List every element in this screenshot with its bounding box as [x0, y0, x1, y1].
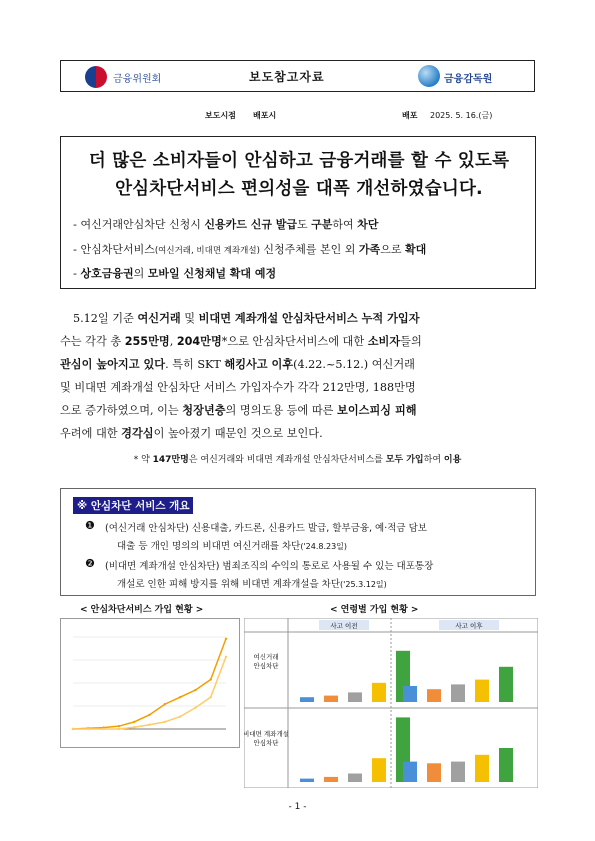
- para-line-6: 우려에 대한 경각심이 높아졌기 때문인 것으로 보인다.: [60, 427, 323, 440]
- fss-logo-icon: [418, 65, 440, 87]
- bar: [324, 696, 338, 702]
- item2-line2: 개설로 인한 피해 방지를 위해 비대면 계좌개설을 차단('25.3.12일): [117, 579, 387, 590]
- bar: [372, 758, 386, 782]
- row1-label: 여신거래 안심차단: [253, 653, 279, 670]
- line-point: [210, 678, 212, 680]
- line-point: [179, 696, 181, 698]
- right-chart-title: < 연령별 가입 현황 >: [330, 605, 419, 615]
- line-point: [225, 638, 227, 640]
- line-point: [133, 726, 135, 728]
- headline-box: [60, 136, 536, 289]
- col-after-label: 사고 이후: [455, 622, 483, 630]
- bar: [300, 697, 314, 702]
- para-line-4: 및 비대면 계좌개설 안심차단 서비스 가입자수가 각각 212만명, 188만명: [60, 381, 416, 394]
- bar: [499, 667, 513, 702]
- dist-label: 배포: [402, 111, 418, 120]
- doc-type: 보도참고자료: [249, 70, 325, 84]
- row2-label: 비대면 계좌개설 안심차단: [244, 730, 290, 747]
- item2-number: ❷: [85, 557, 95, 570]
- page-number: - 1 -: [288, 802, 307, 812]
- bar: [348, 774, 362, 783]
- bar: [499, 748, 513, 782]
- item1-line1: (여신거래 안심차단) 신용대출, 카드론, 신용카드 발급, 할부금융, 예·적금 담보: [105, 523, 427, 534]
- line-point: [148, 724, 150, 726]
- bar: [427, 763, 441, 782]
- bar: [372, 683, 386, 702]
- bar: [348, 692, 362, 702]
- line-point: [179, 715, 181, 717]
- headline-line1: 더 많은 소비자들이 안심하고 금융거래를 할 수 있도록: [88, 151, 510, 171]
- headline-line2: 안심차단서비스 편의성을 대폭 개선하였습니다.: [115, 179, 483, 199]
- bullet-3: - 상호금융권의 모바일 신청채널 확대 예정: [73, 267, 277, 280]
- col-before-label: 사고 이전: [330, 622, 358, 630]
- fsc-logo-icon: [85, 66, 107, 88]
- line-point: [118, 725, 120, 727]
- line-point: [87, 728, 89, 730]
- left-org: 금융위원회: [113, 74, 162, 85]
- release-label: 보도시점: [205, 111, 236, 120]
- line-point: [72, 728, 74, 730]
- bar: [403, 686, 417, 702]
- overview-title: ※ 안심차단 서비스 개요: [73, 497, 193, 514]
- para-line-2: 수는 각각 총 255만명, 204만명*으로 안심차단서비스에 대한 소비자들의: [60, 335, 422, 348]
- header-box: [60, 60, 535, 92]
- bar: [475, 680, 489, 702]
- line-point: [164, 703, 166, 705]
- line-point: [102, 728, 104, 730]
- item1-number: ❶: [85, 519, 95, 532]
- para-line-1: 5.12일 기준 여신거래 및 비대면 계좌개설 안심차단서비스 누적 가입자: [73, 312, 420, 325]
- line-point: [148, 714, 150, 716]
- bar: [427, 689, 441, 702]
- para-line-3: 관심이 높아지고 있다. 특히 SKT 해킹사고 이후(4.22.~5.12.) 여신거래: [60, 358, 415, 371]
- right-org: 금융감독원: [444, 74, 493, 85]
- line-point: [118, 728, 120, 730]
- dist-date: 2025. 5. 16.(금): [430, 111, 493, 120]
- item2-line1: (비대면 계좌개설 안심차단) 범죄조직의 수익의 통로로 사용될 수 있는 대포통장: [105, 561, 434, 572]
- bullet-1: - 여신거래안심차단 신청시 신용카드 신규 발급도 구분하여 차단: [73, 218, 379, 231]
- bar-chart-grid: [244, 618, 538, 788]
- bar: [300, 779, 314, 782]
- line-point: [133, 721, 135, 723]
- bar-chart-svg: [244, 618, 538, 788]
- bar: [475, 755, 489, 782]
- line-series-2: [73, 657, 226, 729]
- release-value: 배포시: [253, 111, 277, 120]
- bar: [403, 762, 417, 782]
- line-point: [194, 689, 196, 691]
- footnote: * 약 147만명은 여신거래와 비대면 계좌개설 안심차단서비스를 모두 가입하여 이용: [133, 455, 462, 465]
- bullet-2: - 안심차단서비스(여신거래, 비대면 계좌개설) 신청주체를 본인 외 가족으로 확대: [73, 243, 427, 256]
- para-line-5: 으로 증가하였으며, 이는 청장년층의 명의도용 등에 따른 보이스피싱 피해: [60, 404, 417, 417]
- bar: [324, 777, 338, 782]
- line-point: [225, 656, 227, 658]
- overview-box: [60, 488, 536, 596]
- bar: [451, 762, 465, 782]
- line-point: [210, 696, 212, 698]
- line-chart-svg: [61, 619, 239, 747]
- item1-line2: 대출 등 개인 명의의 비대면 여신거래를 차단('24.8.23일): [117, 541, 348, 552]
- line-point: [164, 721, 166, 723]
- bar: [451, 684, 465, 702]
- left-chart-title: < 안심차단서비스 가입 현황 >: [80, 605, 204, 615]
- line-chart: [60, 618, 240, 748]
- line-point: [194, 707, 196, 709]
